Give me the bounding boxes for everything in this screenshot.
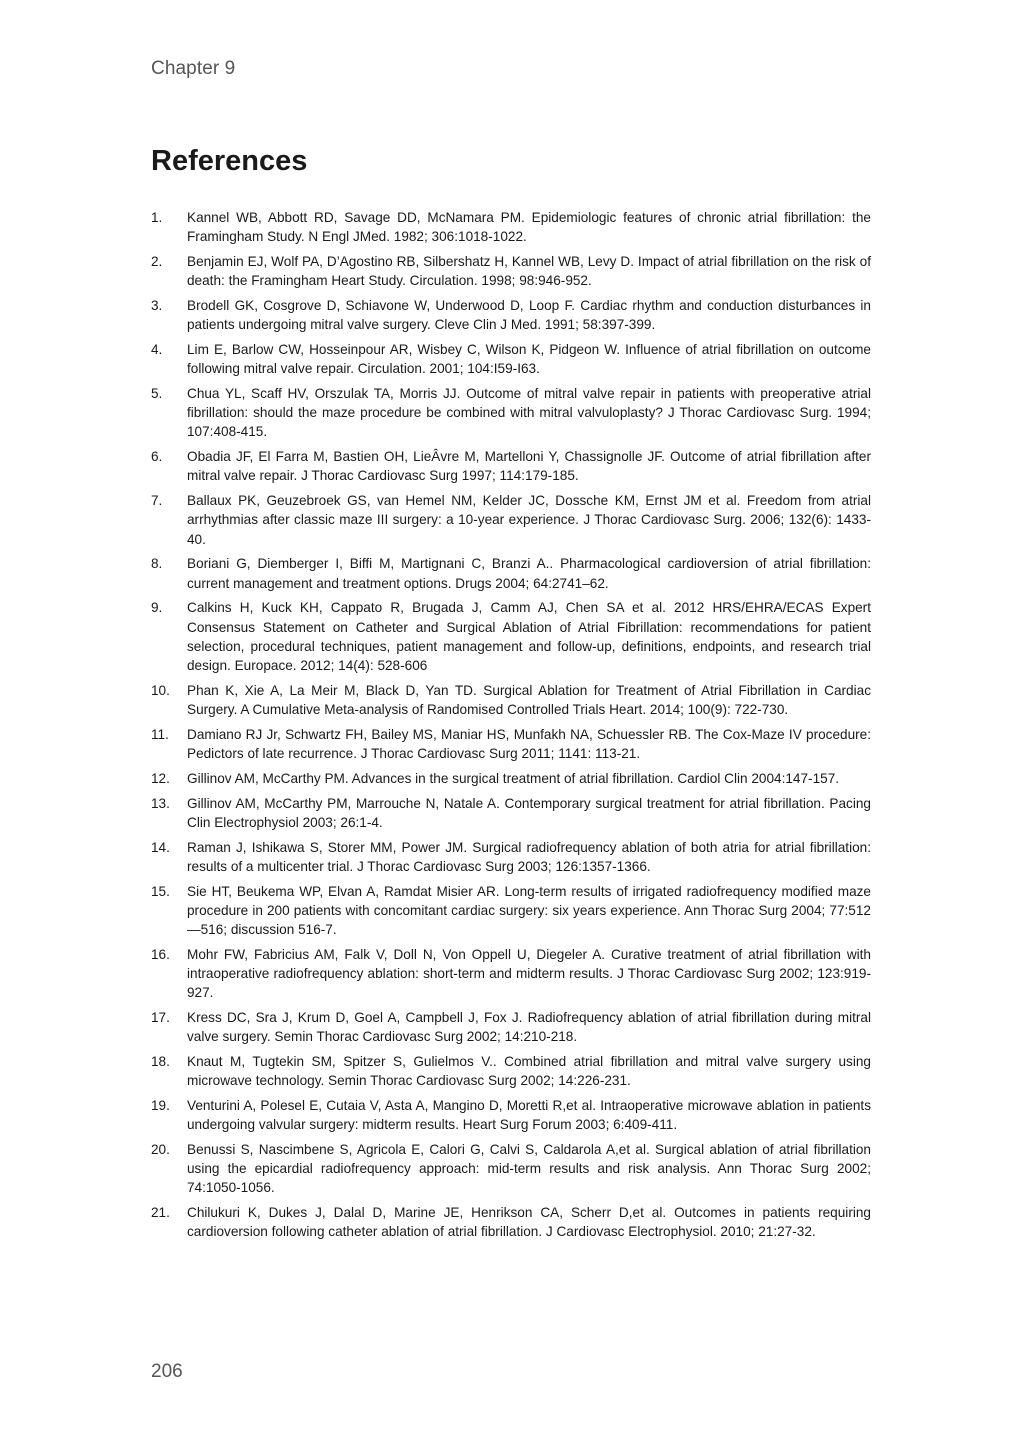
reference-item [151,945,871,1003]
reference-number: 18. [151,1054,170,1070]
reference-text: Gillinov AM, McCarthy PM. Advances in the surgical treatment of atrial fibrillation. Cardiol Clin 2004:147-157. [187,770,840,786]
reference-text: Mohr FW, Fabricius AM, Falk V, Doll N, Von Oppell U, Diegeler A. Curative treatment of atrial fibrillation with intraoperative radiofrequency ablation: short-term and midterm results. J Thorac Cardiovasc Surg 2002; 123:919-927. [187,946,871,1001]
reference-text: Boriani G, Diemberger I, Biffi M, Martignani C, Branzi A.. Pharmacological cardioversion of atrial fibrillation: current management and treatment options. Drugs 2004; 64:2741–62. [187,556,871,591]
reference-text: Sie HT, Beukema WP, Elvan A, Ramdat Misier AR. Long-term results of irrigated radiofrequency modified maze procedure in 200 patients with concomitant cardiac surgery: six years experience. Ann Thorac Surg 2004; 77:512—516; discussion 516-7. [187,883,871,938]
reference-number: 20. [151,1142,170,1158]
reference-text: Damiano RJ Jr, Schwartz FH, Bailey MS, Maniar HS, Munfakh NA, Schuessler RB. The Cox-Maze IV procedure: Pedictors of late recurrence. J Thorac Cardiovasc Surg 2011; 1141: 113-21. [187,726,871,762]
reference-text: Phan K, Xie A, La Meir M, Black D, Yan TD. Surgical Ablation for Treatment of Atrial Fibrillation in Cardiac Surgery. A Cumulative Meta-analysis of Randomised Controlled Trials Heart. 2014; 100(9): 722-730. [187,682,871,718]
reference-number: 5. [151,386,163,401]
reference-number: 13. [151,795,170,811]
reference-number: 11. [151,726,169,742]
reference-text: Raman J, Ishikawa S, Storer MM, Power JM. Surgical radiofrequency ablation of both atria for atrial fibrillation: results of a multicenter trial. J Thorac Cardiovasc Surg 2003; 126:1357-1366. [187,839,871,874]
reference-item [151,725,871,763]
reference-text: Ballaux PK, Geuzebroek GS, van Hemel NM, Kelder JC, Dossche KM, Ernst JM et al. Freedom from atrial arrhythmias after classic maze III surgery: a 10-year experience. J Thorac Cardiovasc Surg. 2006; 132(6): 1433-40. [187,493,871,547]
page-number: 206 [151,1361,183,1382]
reference-item [151,447,871,485]
section-title: References [151,145,308,177]
reference-text: Kannel WB, Abbott RD, Savage DD, McNamara PM. Epidemiologic features of chronic atrial fibrillation: the Framingham Study. N Engl JMed. 1982; 306:1018-1022. [187,210,871,245]
reference-item [151,1203,871,1241]
reference-number: 6. [151,449,163,465]
reference-number: 16. [151,946,170,962]
reference-text: Kress DC, Sra J, Krum D, Goel A, Campbell J, Fox J. Radiofrequency ablation of atrial fibrillation during mitral valve surgery. Semin Thorac Cardiovasc Surg 2002; 14:210-218. [187,1010,871,1045]
reference-number: 2. [151,254,163,269]
reference-item [151,769,871,788]
reference-number: 9. [151,600,163,616]
reference-text: Venturini A, Polesel E, Cutaia V, Asta A, Mangino D, Moretti R,et al. Intraoperative microwave ablation in patients undergoing valvular surgery: midterm results. Heart Surg Forum 2003; 6:409-411. [187,1098,871,1133]
reference-text: Obadia JF, El Farra M, Bastien OH, LieÂvre M, Martelloni Y, Chassignolle JF. Outcome of atrial fibrillation after mitral valve repair. J Thorac Cardiovasc Surg 1997; 114:179-185. [187,449,871,484]
reference-number: 4. [151,342,163,357]
reference-text: Gillinov AM, McCarthy PM, Marrouche N, Natale A. Contemporary surgical treatment for atrial fibrillation. Pacing Clin Electrophysiol 2003; 26:1-4. [187,795,871,830]
reference-text: Benjamin EJ, Wolf PA, D’Agostino RB, Silbershatz H, Kannel WB, Levy D. Impact of atrial fibrillation on the risk of death: the Framingham Heart Study. Circulation. 1998; 98:946-952. [187,254,871,289]
reference-list [151,208,871,1247]
reference-item [151,208,871,246]
reference-text: Chua YL, Scaff HV, Orszulak TA, Morris JJ. Outcome of mitral valve repair in patients with preoperative atrial fibrillation: should the maze procedure be combined with mitral valvuloplasty? J Thorac Cardiovasc Surg. 1994; 107:408-415. [187,386,871,440]
reference-item [151,1140,871,1198]
reference-text: Chilukuri K, Dukes J, Dalal D, Marine JE, Henrikson CA, Scherr D,et al. Outcomes in patients requiring cardioversion following catheter ablation of atrial fibrillation. J Cardiovasc Electrophysiol. 2010; 21:27-32. [187,1205,871,1240]
reference-item [151,554,871,592]
reference-item [151,340,871,378]
reference-item [151,296,871,334]
reference-number: 8. [151,556,163,572]
reference-text: Calkins H, Kuck KH, Cappato R, Brugada J, Camm AJ, Chen SA et al. 2012 HRS/EHRA/ECAS Expert Consensus Statement on Catheter and Surgical Ablation of Atrial Fibrillation: recommendations for patient selection, procedural techniques, patient management and follow-up, definitions, endpoints, and research trial design. Europace. 2012; 14(4): 528-606 [187,600,871,674]
running-head: Chapter 9 [151,58,236,79]
reference-text: Benussi S, Nascimbene S, Agricola E, Calori G, Calvi S, Caldarola A,et al. Surgical ablation of atrial fibrillation using the epicardial radiofrequency approach: mid-term results and risk analysis. Ann Thorac Surg 2002; 74:1050-1056. [187,1142,871,1196]
reference-number: 17. [151,1010,170,1026]
reference-item [151,1008,871,1046]
reference-item [151,252,871,290]
reference-item [151,838,871,876]
reference-item [151,1096,871,1134]
reference-text: Brodell GK, Cosgrove D, Schiavone W, Underwood D, Loop F. Cardiac rhythm and conduction disturbances in patients undergoing mitral valve surgery. Cleve Clin J Med. 1991; 58:397-399. [187,298,871,333]
reference-number: 3. [151,298,163,313]
reference-number: 14. [151,839,170,855]
reference-item [151,384,871,442]
reference-text: Knaut M, Tugtekin SM, Spitzer S, Gulielmos V.. Combined atrial fibrillation and mitral valve surgery using microwave technology. Semin Thorac Cardiovasc Surg 2002; 14:226-231. [187,1054,871,1089]
reference-number: 19. [151,1098,170,1114]
reference-item [151,681,871,719]
reference-item [151,491,871,549]
reference-number: 1. [151,210,163,225]
reference-number: 7. [151,493,163,509]
reference-number: 12. [151,770,170,786]
reference-item [151,882,871,940]
reference-number: 10. [151,682,170,698]
reference-item [151,794,871,832]
reference-item [151,598,871,675]
reference-text: Lim E, Barlow CW, Hosseinpour AR, Wisbey C, Wilson K, Pidgeon W. Influence of atrial fibrillation on outcome following mitral valve repair. Circulation. 2001; 104:I59-I63. [187,342,871,377]
reference-number: 15. [151,883,170,899]
reference-item [151,1052,871,1090]
reference-number: 21. [151,1205,170,1221]
